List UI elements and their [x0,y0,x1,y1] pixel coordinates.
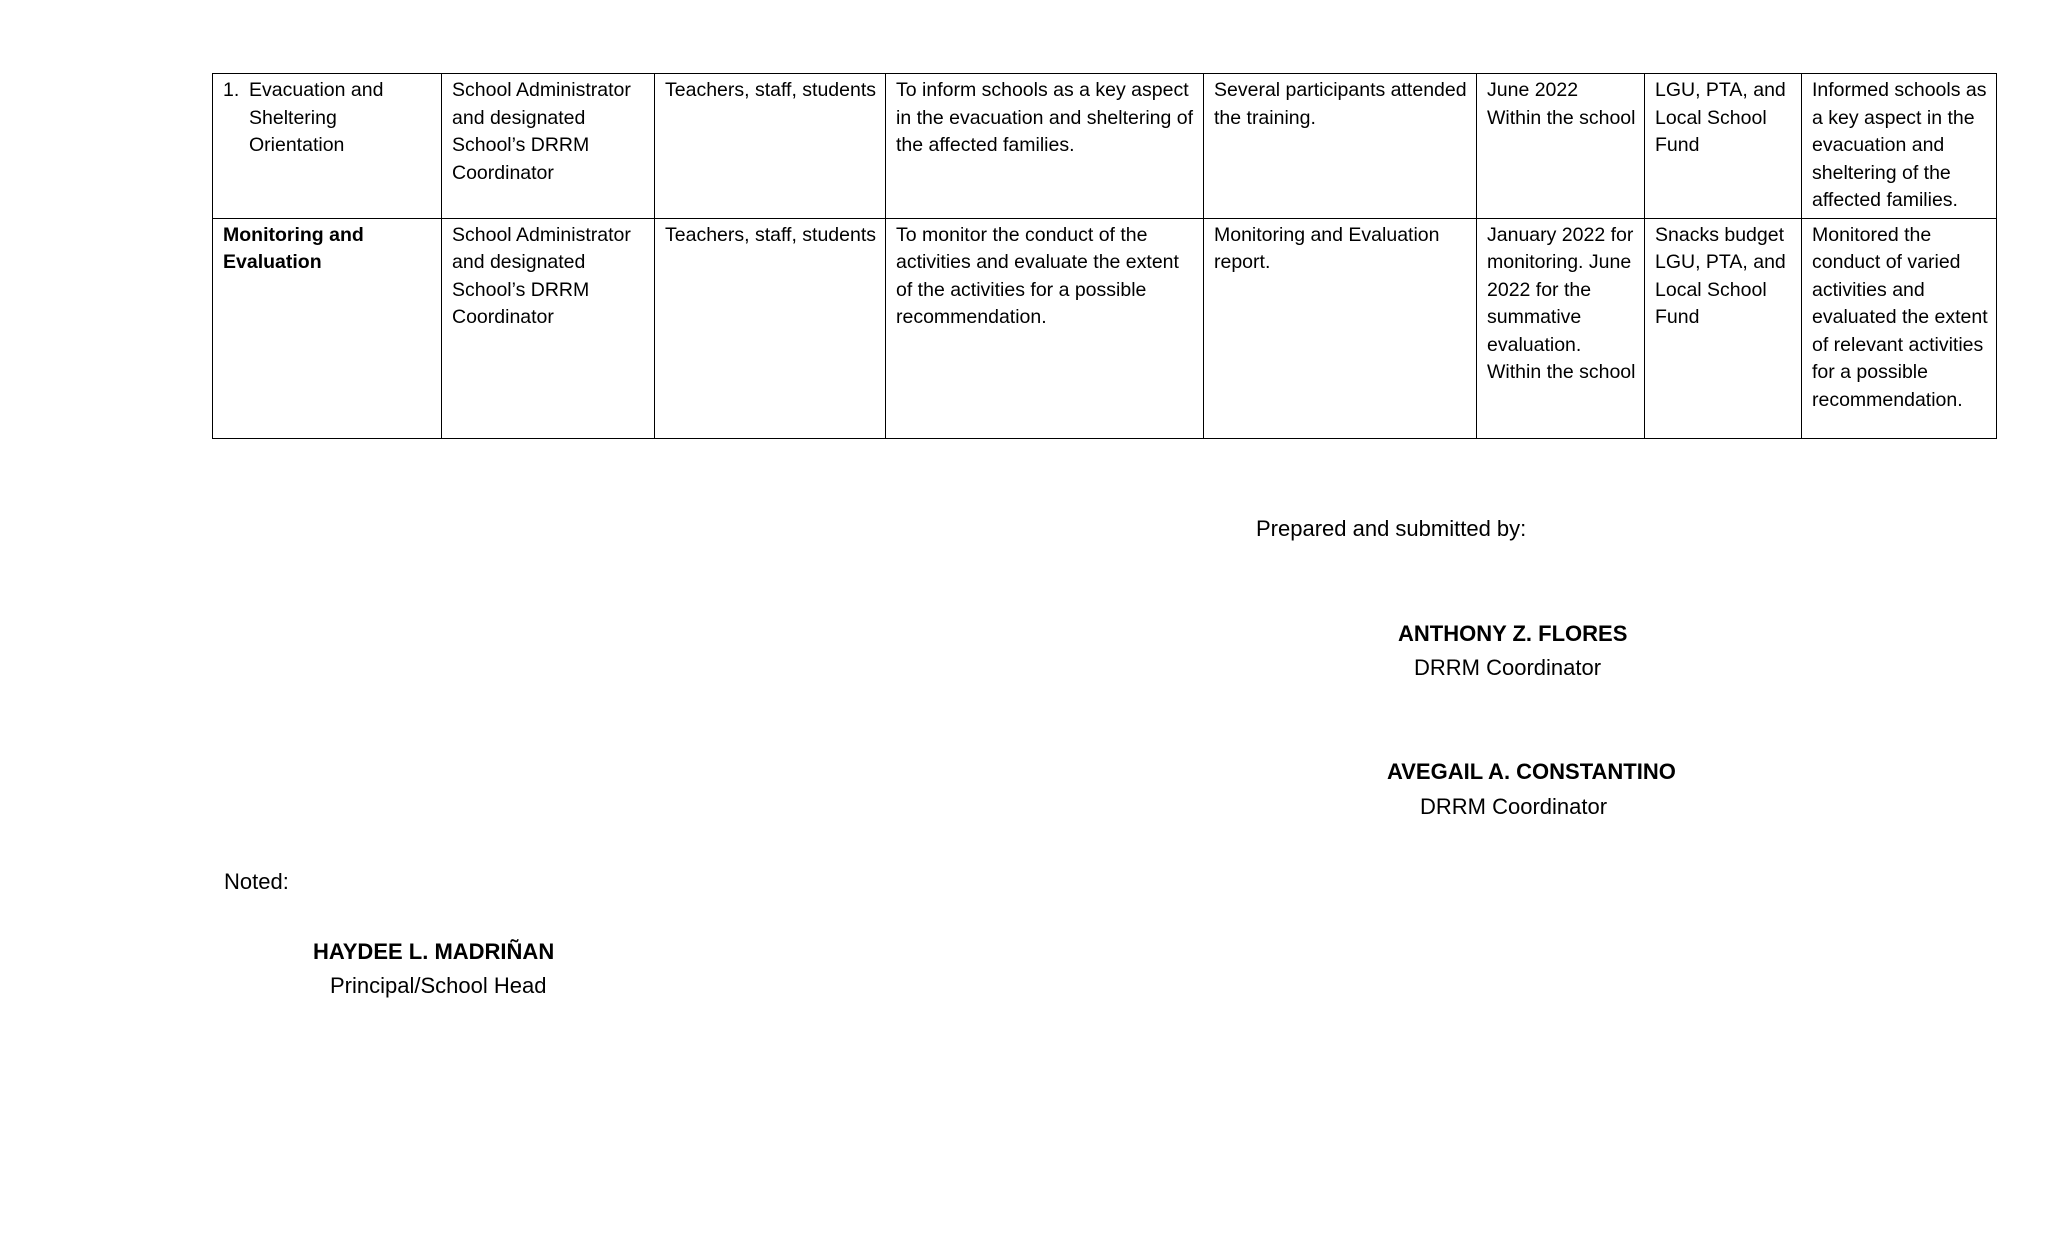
time-frame-cell: January 2022 for monitoring. June 2022 for the summative evaluation. Within the school [1477,218,1645,438]
participants-cell: Teachers, staff, students [655,74,886,219]
table-row [213,218,1997,438]
time-frame-cell: June 2022 Within the school [1477,74,1645,219]
activity-cell [213,74,442,219]
preparer-1-name: ANTHONY Z. FLORES [1398,621,1628,646]
prepared-label: Prepared and submitted by: [1256,516,1527,541]
expected-output-cell: Several participants attended the training. [1204,74,1477,219]
objective-cell: To monitor the conduct of the activities and evaluate the extent of the activities for a possible recommendation. [886,218,1204,438]
noter-title: Principal/School Head [330,973,547,998]
activity-number: 1. [223,79,240,101]
remarks-cell: Monitored the conduct of varied activities and evaluated the extent of relevant activities for a possible recommendation. [1802,218,1997,438]
activity-name: Evacuation and Sheltering Orientation [249,79,384,156]
noted-label: Noted: [224,869,289,894]
participants-cell: Teachers, staff, students [655,218,886,438]
table-row [213,74,1997,219]
preparer-2-title: DRRM Coordinator [1420,794,1608,819]
expected-output-cell: Monitoring and Evaluation report. [1204,218,1477,438]
funding-source-cell: Snacks budget LGU, PTA, and Local School Fund [1645,218,1802,438]
objective-cell: To inform schools as a key aspect in the evacuation and sheltering of the affected families. [886,74,1204,219]
preparer-1-title: DRRM Coordinator [1414,655,1602,680]
activity-cell: Monitoring and Evaluation [213,218,442,438]
funding-source-cell: LGU, PTA, and Local School Fund [1645,74,1802,219]
noter-name: HAYDEE L. MADRIÑAN [313,939,555,964]
persons-involved-cell: School Administrator and designated School’s DRRM Coordinator [442,218,655,438]
remarks-cell: Informed schools as a key aspect in the evacuation and sheltering of the affected families. [1802,74,1997,219]
persons-involved-cell: School Administrator and designated School’s DRRM Coordinator [442,74,655,219]
action-plan-table [212,73,1997,439]
preparer-2-name: AVEGAIL A. CONSTANTINO [1387,759,1676,784]
